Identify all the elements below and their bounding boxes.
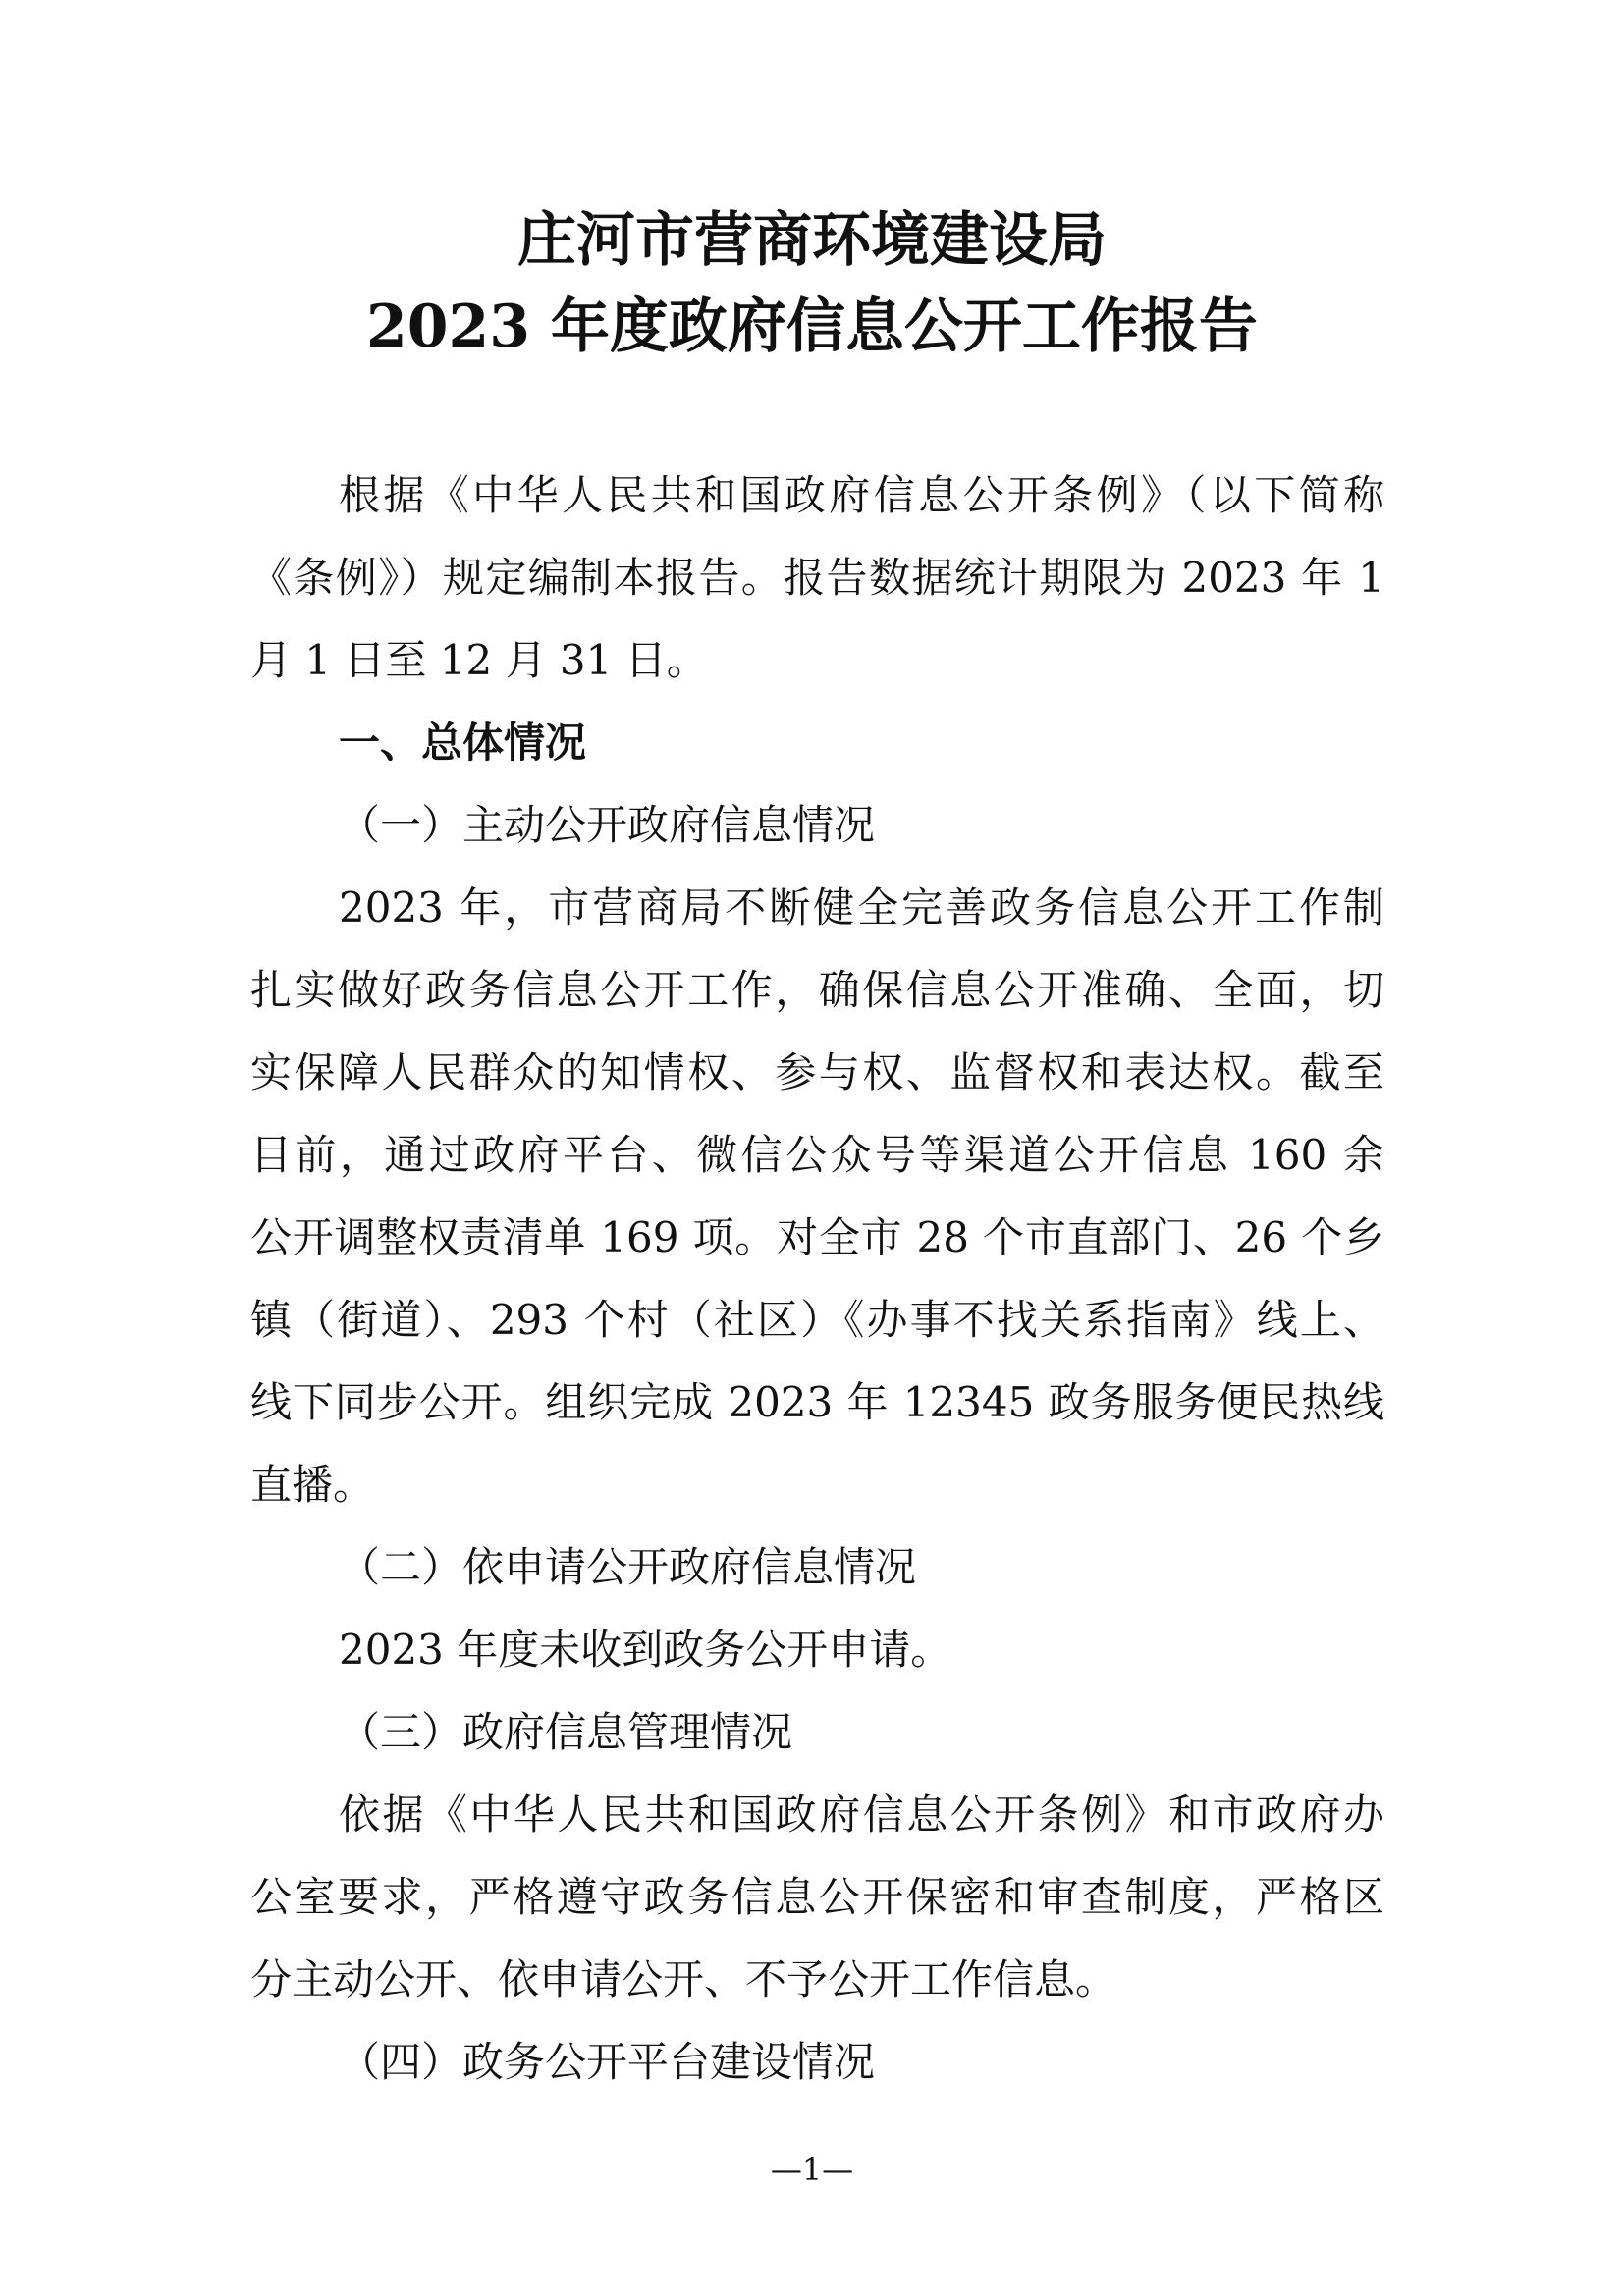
subsection-heading: （二）依申请公开政府信息情况	[339, 1543, 917, 1591]
paragraph-line: 线下同步公开。组织完成 2023 年 12345 政务服务便民热线	[250, 1378, 1384, 1426]
paragraph-line: 直播。	[250, 1461, 375, 1509]
subsection-heading: （一）主动公开政府信息情况	[339, 801, 876, 849]
paragraph-line: 公室要求，严格遵守政务信息公开保密和审查制度，严格区	[250, 1873, 1384, 1921]
intro-line: 月 1 日至 12 月 31 日。	[250, 636, 708, 684]
paragraph-line: 镇（街道）、293 个村（社区）《办事不找关系指南》线上、	[250, 1296, 1384, 1344]
subsection-heading: （四）政务公开平台建设情况	[339, 2038, 876, 2086]
title-line-1: 庄河市营商环境建设局	[517, 206, 1107, 275]
paragraph-line: 分主动公开、依申请公开、不予公开工作信息。	[250, 1955, 1117, 2003]
paragraph-line: 2023 年度未收到政务公开申请。	[339, 1626, 952, 1674]
subsection-heading: （三）政府信息管理情况	[339, 1708, 793, 1756]
intro-line: 根据《中华人民共和国政府信息公开条例》（以下简称	[339, 471, 1384, 519]
paragraph-line: 公开调整权责清单 169 项。对全市 28 个市直部门、26 个乡	[250, 1213, 1384, 1261]
paragraph-line: 目前，通过政府平台、微信公众号等渠道公开信息 160 余	[250, 1131, 1384, 1179]
paragraph-line: 实保障人民群众的知情权、参与权、监督权和表达权。截至	[250, 1048, 1384, 1096]
intro-line: 《条例》）规定编制本报告。报告数据统计期限为 2023 年 1	[250, 554, 1384, 602]
document-body	[250, 454, 1384, 2104]
document-title	[0, 197, 1624, 370]
paragraph-line: 依据《中华人民共和国政府信息公开条例》和市政府办	[339, 1790, 1384, 1839]
paragraph-line: 2023 年，市营商局不断健全完善政务信息公开工作制	[339, 883, 1384, 932]
title-line-2: 2023 年度政府信息公开工作报告	[366, 293, 1258, 361]
paragraph-line: 扎实做好政务信息公开工作，确保信息公开准确、全面，切	[250, 966, 1384, 1014]
page-number: —1—	[770, 2151, 854, 2188]
section-heading: 一、总体情况	[339, 719, 587, 767]
